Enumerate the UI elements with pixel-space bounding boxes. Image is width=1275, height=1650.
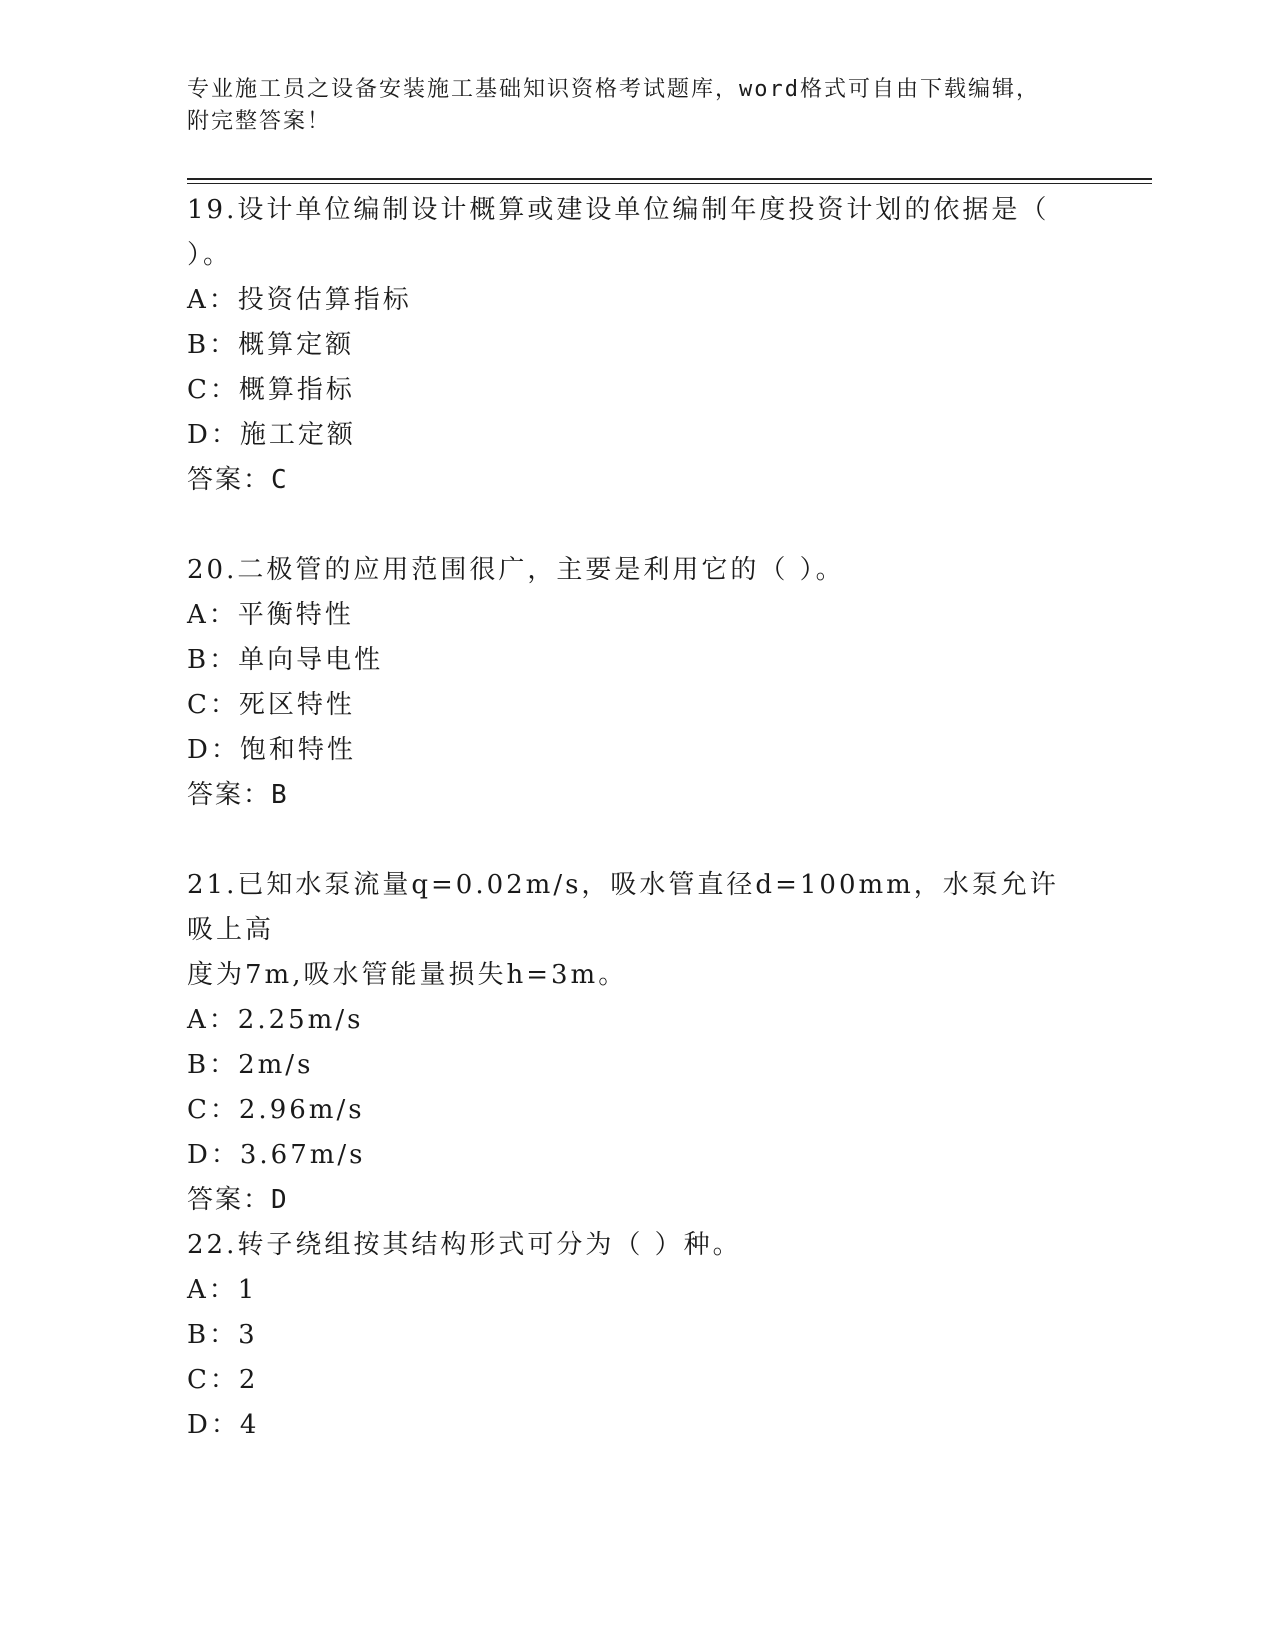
option-b: B：2m/s (187, 1050, 314, 1080)
answer-line (187, 1178, 1067, 1223)
option-c: C：死区特性 (187, 690, 355, 720)
question-stem-continued: 度为7m,吸水管能量损失h=3m。 (187, 960, 628, 990)
question-stem: 22.转子绕组按其结构形式可分为（ ）种。 (187, 1230, 742, 1260)
header-line-1: 专业施工员之设备安装施工基础知识资格考试题库，word格式可自由下载编辑， (187, 77, 1040, 102)
question-stem: 21.已知水泵流量q=0.02m/s，吸水管直径d=100mm，水泵允许吸上高 (187, 870, 1059, 945)
question-19 (187, 188, 1067, 503)
question-22 (187, 1223, 1067, 1448)
option-d: D：3.67m/s (187, 1140, 366, 1170)
option-b: B：概算定额 (187, 330, 355, 360)
option-a: A：2.25m/s (187, 1005, 364, 1035)
option-d: D：4 (187, 1410, 260, 1440)
question-21 (187, 863, 1067, 1223)
answer-value: B (271, 780, 289, 810)
option-a: A：1 (187, 1275, 258, 1305)
answer-label: 答案： (187, 780, 272, 810)
question-stem: 19.设计单位编制设计概算或建设单位编制年度投资计划的依据是（ (187, 195, 1050, 225)
header-divider-thick (187, 178, 1152, 180)
header-divider-thin (187, 183, 1152, 184)
option-d: D：饱和特性 (187, 735, 356, 765)
option-c: C：概算指标 (187, 375, 355, 405)
answer-label: 答案： (187, 465, 272, 495)
question-stem-continued: ）。 (187, 240, 233, 270)
question-stem: 20.二极管的应用范围很广，主要是利用它的（ ）。 (187, 555, 845, 585)
answer-value: C (271, 465, 289, 495)
answer-value: D (271, 1185, 289, 1215)
option-d: D：施工定额 (187, 420, 356, 450)
option-b: B：单向导电性 (187, 645, 384, 675)
option-b: B：3 (187, 1320, 258, 1350)
answer-line (187, 773, 1067, 818)
option-a: A：平衡特性 (187, 600, 354, 630)
answer-label: 答案： (187, 1185, 272, 1215)
header-line-2: 附完整答案！ (187, 109, 332, 134)
question-20 (187, 548, 1067, 818)
answer-line (187, 458, 1067, 503)
option-c: C：2.96m/s (187, 1095, 365, 1125)
option-a: A：投资估算指标 (187, 285, 412, 315)
document-header (187, 74, 1067, 138)
option-c: C：2 (187, 1365, 259, 1395)
